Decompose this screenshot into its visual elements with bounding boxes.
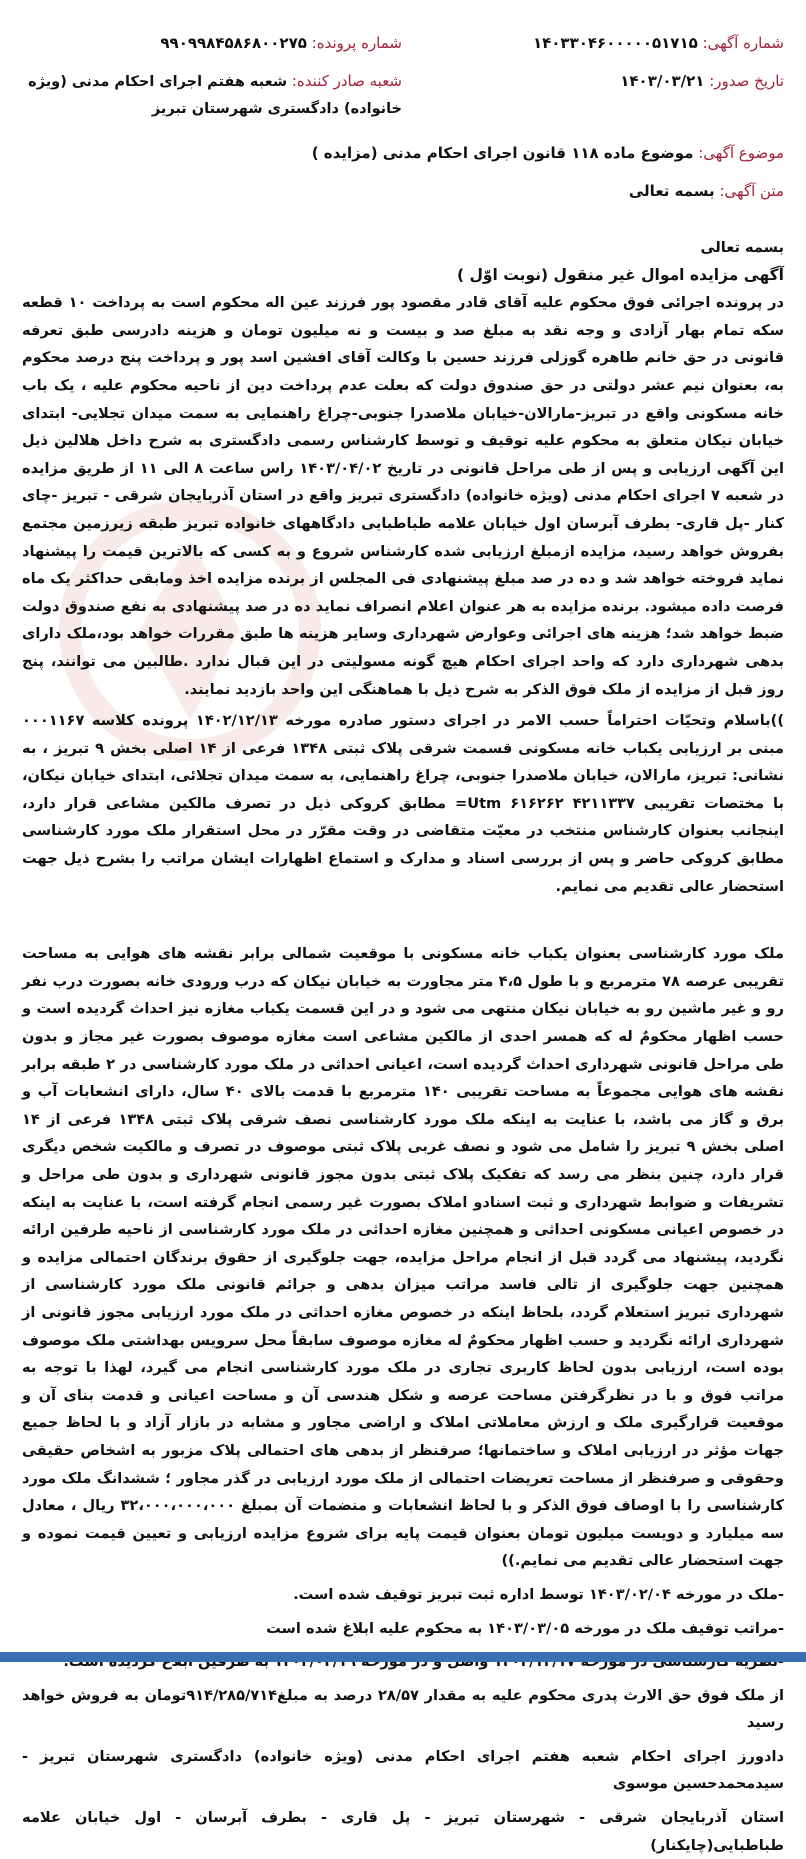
text-intro: بسمه تعالی	[628, 182, 715, 200]
subject-label: موضوع آگهی:	[698, 144, 784, 162]
issuer: شعبه هفتم اجرای احکام مدنی (ویژه خانواده) دادگستری شهرستان تبریز	[28, 74, 402, 117]
ad-number-label: شماره آگهی:	[702, 34, 784, 52]
issue-date-label: تاریخ صدور:	[709, 72, 784, 90]
issue-date: ۱۴۰۳/۰۳/۲۱	[620, 72, 705, 90]
issuer-row	[22, 68, 402, 122]
issuer-label: شعبه صادر کننده:	[291, 72, 402, 90]
case-number: ۹۹۰۹۹۸۴۵۸۶۸۰۰۲۷۵	[160, 34, 307, 52]
address: استان آذربایجان شرقی - شهرستان تبریز - پل قاری - بطرف آبرسان - اول خیابان علامه طباطبایی(چایکنار)	[22, 1809, 784, 1854]
notice-body	[22, 234, 784, 1859]
note-4: از ملک فوق حق الارث پدری محکوم علیه به مقدار ۲۸/۵۷ درصد به مبلغ۹۱۴/۲۸۵/۷۱۴تومان به فروش خواهد رسید	[22, 1686, 784, 1732]
ad-number: ۱۴۰۳۳۰۴۶۰۰۰۰۰۵۱۷۱۵	[532, 34, 698, 52]
text-label-row	[22, 178, 784, 204]
paragraph-3: ملک مورد کارشناسی بعنوان یکباب خانه مسکونی با موقعیت شمالی برابر نقشه های هوایی به مساحت تقریبی عرصه ۷۸ مترمربع و با طول ۴،۵ متر مجاورت به خیابان نیکان که درب ورودی خانه بصورت درب نفر رو و غیر ماشین رو به خیابان نیکان منتهی می شود و در این قسمت یکباب مغازه نیز احداث گردیده است و حسب اظهار محکومٌ له که همسر احدی از مالکین مشاعی است مغازه موصوف بصورت غیر مجاز و بدون طی مراحل قانونی شهرداری احداث گردیده است، اعیانی احداثی در ملک مورد کارشناسی در ۲ طبقه برابر نقشه های هوایی مجموعاً به مساحت تقریبی ۱۴۰ مترمربع با قدمت بالای ۴۰ سال، دارای انشعابات آب و برق و گاز می باشد، با عنایت به اینکه ملک مورد کارشناسی نصف شرقی پلاک ثبتی ۱۳۴۸ فرعی از ۱۴ اصلی بخش ۹ تبریز را شامل می شود و نصف غربی پلاک ثبتی موصوف در تصرف و مالکیت شخص دیگری قرار دارد، چنین بنظر می رسد که تفکیک پلاک ثبتی بدون مجوز قانونی شهرداری و بدون طی مراحل و تشریفات و ضوابط شهرداری و ثبت اسنادو املاک بصورت غیر رسمی انجام گرفته است، با عنایت به اینکه در خصوص اعیانی مسکونی احداثی و همچنین مغازه احداثی در ملک مورد کارشناسی از ناحیه طرفین ارائه نگردید، پیشنهاد می گردد قبل از انجام مراحل مزایده، جهت جلوگیری از حقوق برندگان احتمالی مزایده و همچنین جهت جلوگیری از تالی فاسد مراتب میزان بدهی و جرائم قانونی ملک مورد کارشناسی از شهرداری تبریز استعلام گردد، بلحاظ اینکه در خصوص مغازه احداثی در ملک مورد ارزیابی مجوز قانونی از شهرداری ارائه نگردید و حسب اظهار محکومٌ له مغازه موصوف سابقاً محل سرویس بهداشتی ملک موصوف بوده است، ارزیابی بدون لحاظ کاربری تجاری در ملک مورد کارشناسی انجام می گیرد، لهذا با توجه به مراتب فوق و با در نظرگرفتن مساحت عرصه و شکل هندسی آن و مساحت اعیانی و قدمت بنای آن و موقعیت قرارگیری ملک و ارزش معاملاتی املاک و اراضی مجاور و مشابه در بازار آزاد و با لحاظ جمیع جهات مؤثر در ارزیابی املاک و ساختمانها؛ صرفنظر از بدهی های احتمالی پلاک مزبور به اشخاص حقیقی وحقوقی و صرفنظر از مساحت تعریضات احتمالی از ملک مورد ارزیابی در گذر مجاور ؛ ششدانگ ملک مورد کارشناسی را با اوصاف فوق الذکر و با لحاظ انشعابات و منضمات آن بمبلغ ۳۲،۰۰۰،۰۰۰،۰۰۰ ریال ، معادل سه میلیارد و دویست میلیون تومان بعنوان قیمت پایه برای شروع مزایده ارزیابی و تعیین قیمت نموده و جهت استحضار عالی تقدیم می نمایم.))	[22, 945, 785, 1570]
case-number-row	[22, 30, 402, 56]
bottom-accent-bar	[0, 1652, 806, 1662]
subject-row	[22, 140, 784, 166]
subject: موضوع ماده ۱۱۸ قانون اجرای احکام مدنی (مزایده )	[311, 144, 694, 162]
notice-title: آگهی مزایده اموال غیر منقول (نوبت اوّل )	[456, 265, 784, 284]
paragraph-2: ))باسلام وتحیّات احتراماً حسب الامر در اجرای دستور صادره مورخه ۱۴۰۲/۱۲/۱۳ پرونده کلاسه ۰۰۰۱۱۶۷ مبنی بر ارزیابی یکباب خانه مسکونی قسمت شرقی پلاک ثبتی ۱۳۴۸ فرعی از ۱۴ اصلی بخش ۹ تبریز ، به نشانی: تبریز، مارالان، خیابان ملاصدرا جنوبی، چراغ راهنمایی، به سمت میدان تجلائی، ابتدای خیابان نیکان، با مختصات تقریبی ۴۲۱۱۳۳۷ ۶۱۶۲۶۲ Utm= مطابق کروکی ذیل در تصرف مالکین مشاعی قرار دارد، اینجانب بعنوان کارشناس منتخب در معیّت متقاضی در وقت مقرّر در محل استقرار ملک مورد کارشناسی مطابق کروکی حاضر و پس از بررسی اسناد و مدارک و استماع اظهارات ایشان مراتب را بشرح ذیل جهت استحضار عالی تقدیم می نمایم.	[22, 712, 784, 895]
case-number-label: شماره پرونده:	[311, 34, 402, 52]
issue-date-row	[404, 68, 784, 94]
note-2: -مراتب توقیف ملک در مورخه ۱۴۰۳/۰۳/۰۵ به محکوم علیه ابلاغ شده است	[266, 1619, 784, 1637]
note-1: -ملک در مورخه ۱۴۰۳/۰۲/۰۴ توسط اداره ثبت تبریز توقیف شده است.	[293, 1585, 784, 1603]
basmala: بسمه تعالی	[700, 239, 784, 256]
spacer	[22, 900, 784, 940]
ad-number-row	[404, 30, 784, 56]
paragraph-1: در پرونده اجرائی فوق محکوم علیه آقای قادر مقصود پور فرزند عین اله محکوم است به پرداخت ۱۰ قطعه سکه تمام بهار آزادی و وجه نقد به مبلغ صد و بیست و نه میلیون تومان و هزینه دادرسی طبق تعرفه قانونی در حق خانم طاهره گوزلی فرزند حسین با وکالت آقای افشین اسد پور و پرداخت پنج درصد محکوم به، بعنوان نیم عشر دولتی در حق صندوق دولت که بعلت عدم پرداخت دین از ناحیه محکوم علیه ، یک باب خانه مسکونی واقع در تبریز-مارالان-خیابان ملاصدرا جنوبی-چراغ راهنمایی به سمت میدان تجلایی- ابتدای خیابان نیکان متعلق به محکوم علیه توقیف و توسط کارشناس رسمی دادگستری به شرح داخل هلالین ذیل این آگهی ارزیابی و پس از طی مراحل قانونی در تاریخ ۱۴۰۳/۰۴/۰۲ راس ساعت ۸ الی ۱۱ از طریق مزایده در شعبه ۷ اجرای احکام مدنی (ویژه خانواده) دادگستری تبریز واقع در استان آذربایجان شرقی - تبریز -چای کنار -پل قاری- بطرف آبرسان اول خیابان علامه طباطبایی دادگاههای خانواده تبریز طبقه زیرزمین مجتمع بفروش خواهد رسید، مزایده ازمبلغ ارزیابی شده کارشناس شروع و به کسی که بالاترین قیمت را پیشنهاد نماید فروخته خواهد شد و ده در صد مبلغ پیشنهادی فی المجلس از برنده مزایده اخذ ومابقی حداکثر یک ماه فرصت داده میشود. برنده مزایده به هر عنوان اعلام انصراف نماید ده در صد پیشنهادی به نفع صندوق دولت ضبط خواهد شد؛ هزینه های اجرائی وعوارض شهرداری وسایر هزینه ها طبق مقررات خواهد بود،ملک دارای بدهی شهرداری دارد که واحد اجرای احکام هیچ گونه مسولیتی در این قبال ندارد .طالبین می توانند، پنج روز قبل از مزایده از ملک فوق الذکر به شرح ذیل با هماهنگی این واحد بازدید نمایند.	[22, 294, 784, 698]
text-label: متن آگهی:	[719, 182, 784, 200]
signature: دادورز اجرای احکام شعبه هفتم اجرای احکام مدنی (ویژه خانواده) دادگستری شهرستان تبریز - سیدمحمدحسین موسوی	[22, 1747, 784, 1793]
